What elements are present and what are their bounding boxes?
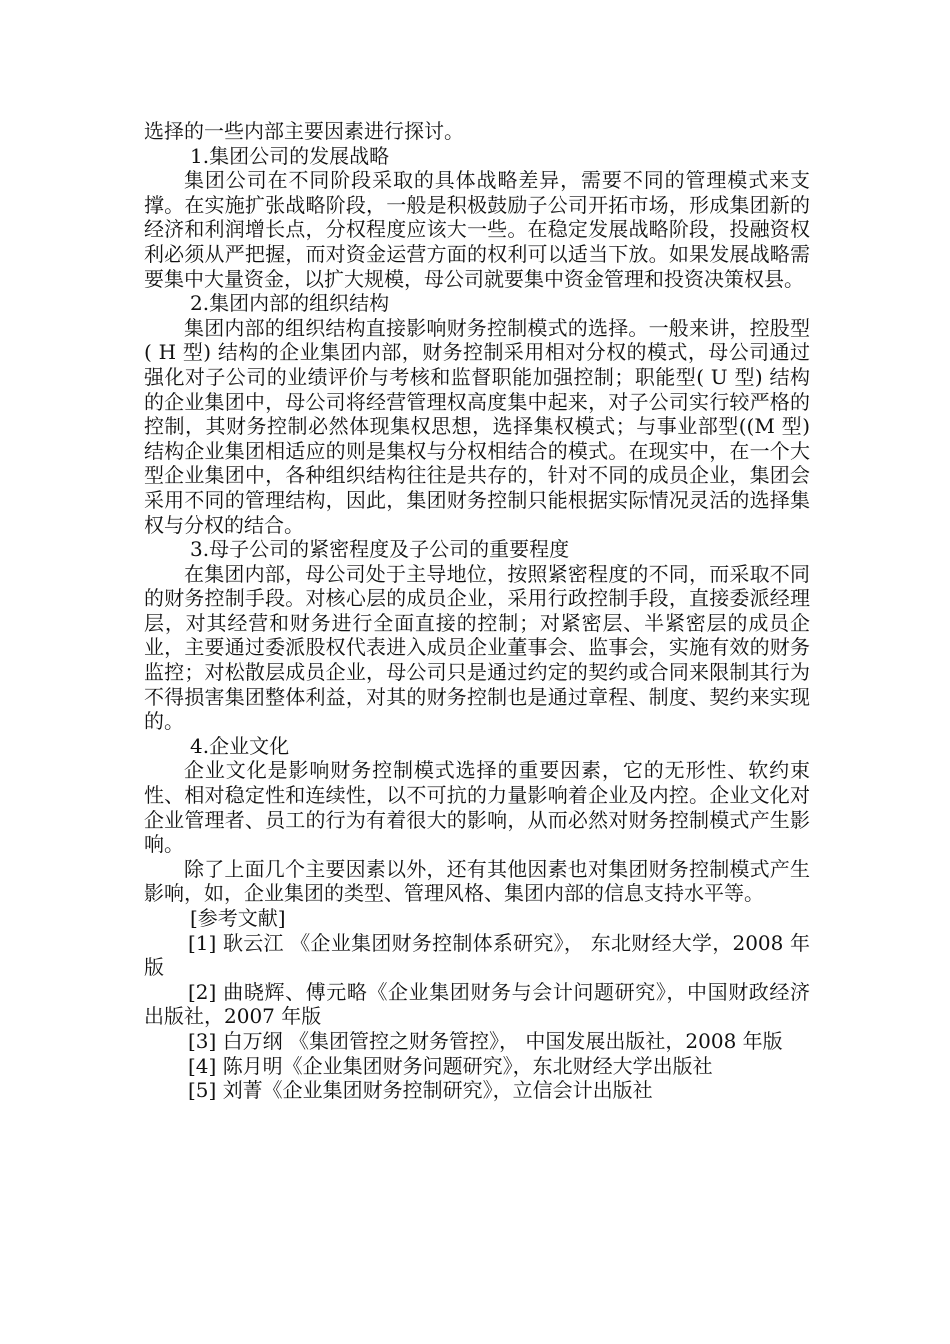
reference-item: [4] 陈月明《企业集团财务问题研究》，东北财经大学出版社 xyxy=(188,1053,713,1078)
paragraph-closeness: 在集团内部，母公司处于主导地位，按照紧密程度的不同，而采取不同的财务控制手段。对核心层的成员企业，采用行政控制手段，直接委派经理层，对其经营和财务进行全面直接的控制；对紧密层、半紧密层的成员企业，主要通过委派股权代表进入成员企业董事会、监事会，实施有效的财务监控；对松散层成员企业，母公司只是通过约定的契约或合同来限制其行为不得损害集团整体利益，对其的财务控制也是通过章程、制度、契约来实现的。 xyxy=(144,561,810,734)
document-page xyxy=(144,119,810,1103)
section-heading-culture: 4.企业文化 xyxy=(190,733,290,758)
paragraph-culture: 企业文化是影响财务控制模式选择的重要因素，它的无形性、软约束性、相对稳定性和连续性，以不可抗的力量影响着企业及内控。企业文化对企业管理者、员工的行为有着很大的影响，从而必然对财务控制模式产生影响。 xyxy=(144,758,810,857)
paragraph-other-factors: 除了上面几个主要因素以外，还有其他因素也对集团财务控制模式产生影响，如，企业集团的类型、管理风格、集团内部的信息支持水平等。 xyxy=(144,856,810,906)
reference-item: [3] 白万纲 《集团管控之财务管控》， 中国发展出版社，2008 年版 xyxy=(188,1028,783,1053)
section-heading-closeness: 3.母子公司的紧密程度及子公司的重要程度 xyxy=(190,537,570,562)
section-heading-strategy: 1.集团公司的发展战略 xyxy=(190,143,390,168)
paragraph-structure: 集团内部的组织结构直接影响财务控制模式的选择。一般来讲，控股型( H 型) 结构的企业集团内部，财务控制采用相对分权的模式，母公司通过强化对子公司的业绩评价与考核和监督职能加强控制；职能型( U 型) 结构的企业集团中，母公司将经营管理权高度集中起来，对子公司实行较严格的控制，其财务控制必然体现集权思想，选择集权模式；与事业部型((M 型) 结构企业集团相适应的则是集权与分权相结合的模式。在现实中，在一个大型企业集团中，各种组织结构往往是共存的，针对不同的成员企业，集团会采用不同的管理结构，因此，集团财务控制只能根据实际情况灵活的选择集权与分权的结合。 xyxy=(144,315,810,537)
references-heading: [参考文献] xyxy=(190,906,286,930)
paragraph-strategy: 集团公司在不同阶段采取的具体战略差异，需要不同的管理模式来支撑。在实施扩张战略阶段，一般是积极鼓励子公司开拓市场，形成集团新的经济和利润增长点，分权程度应该大一些。在稳定发展战略阶段，投融资权利必须从严把握，而对资金运营方面的权利可以适当下放。如果发展战略需要集中大量资金，以扩大规模，母公司就要集中资金管理和投资决策权县。 xyxy=(144,168,810,291)
paragraph-intro-tail: 选择的一些内部主要因素进行探讨。 xyxy=(144,119,464,143)
section-heading-structure: 2.集团内部的组织结构 xyxy=(190,291,390,316)
reference-item: [5] 刘菁《企业集团财务控制研究》，立信会计出版社 xyxy=(188,1078,653,1103)
reference-item: [1] 耿云江 《企业集团财务控制体系研究》， 东北财经大学，2008 年版 xyxy=(144,930,810,980)
reference-item: [2] 曲晓辉、傅元略《企业集团财务与会计问题研究》，中国财政经济出版社，2007 年版 xyxy=(144,979,810,1029)
